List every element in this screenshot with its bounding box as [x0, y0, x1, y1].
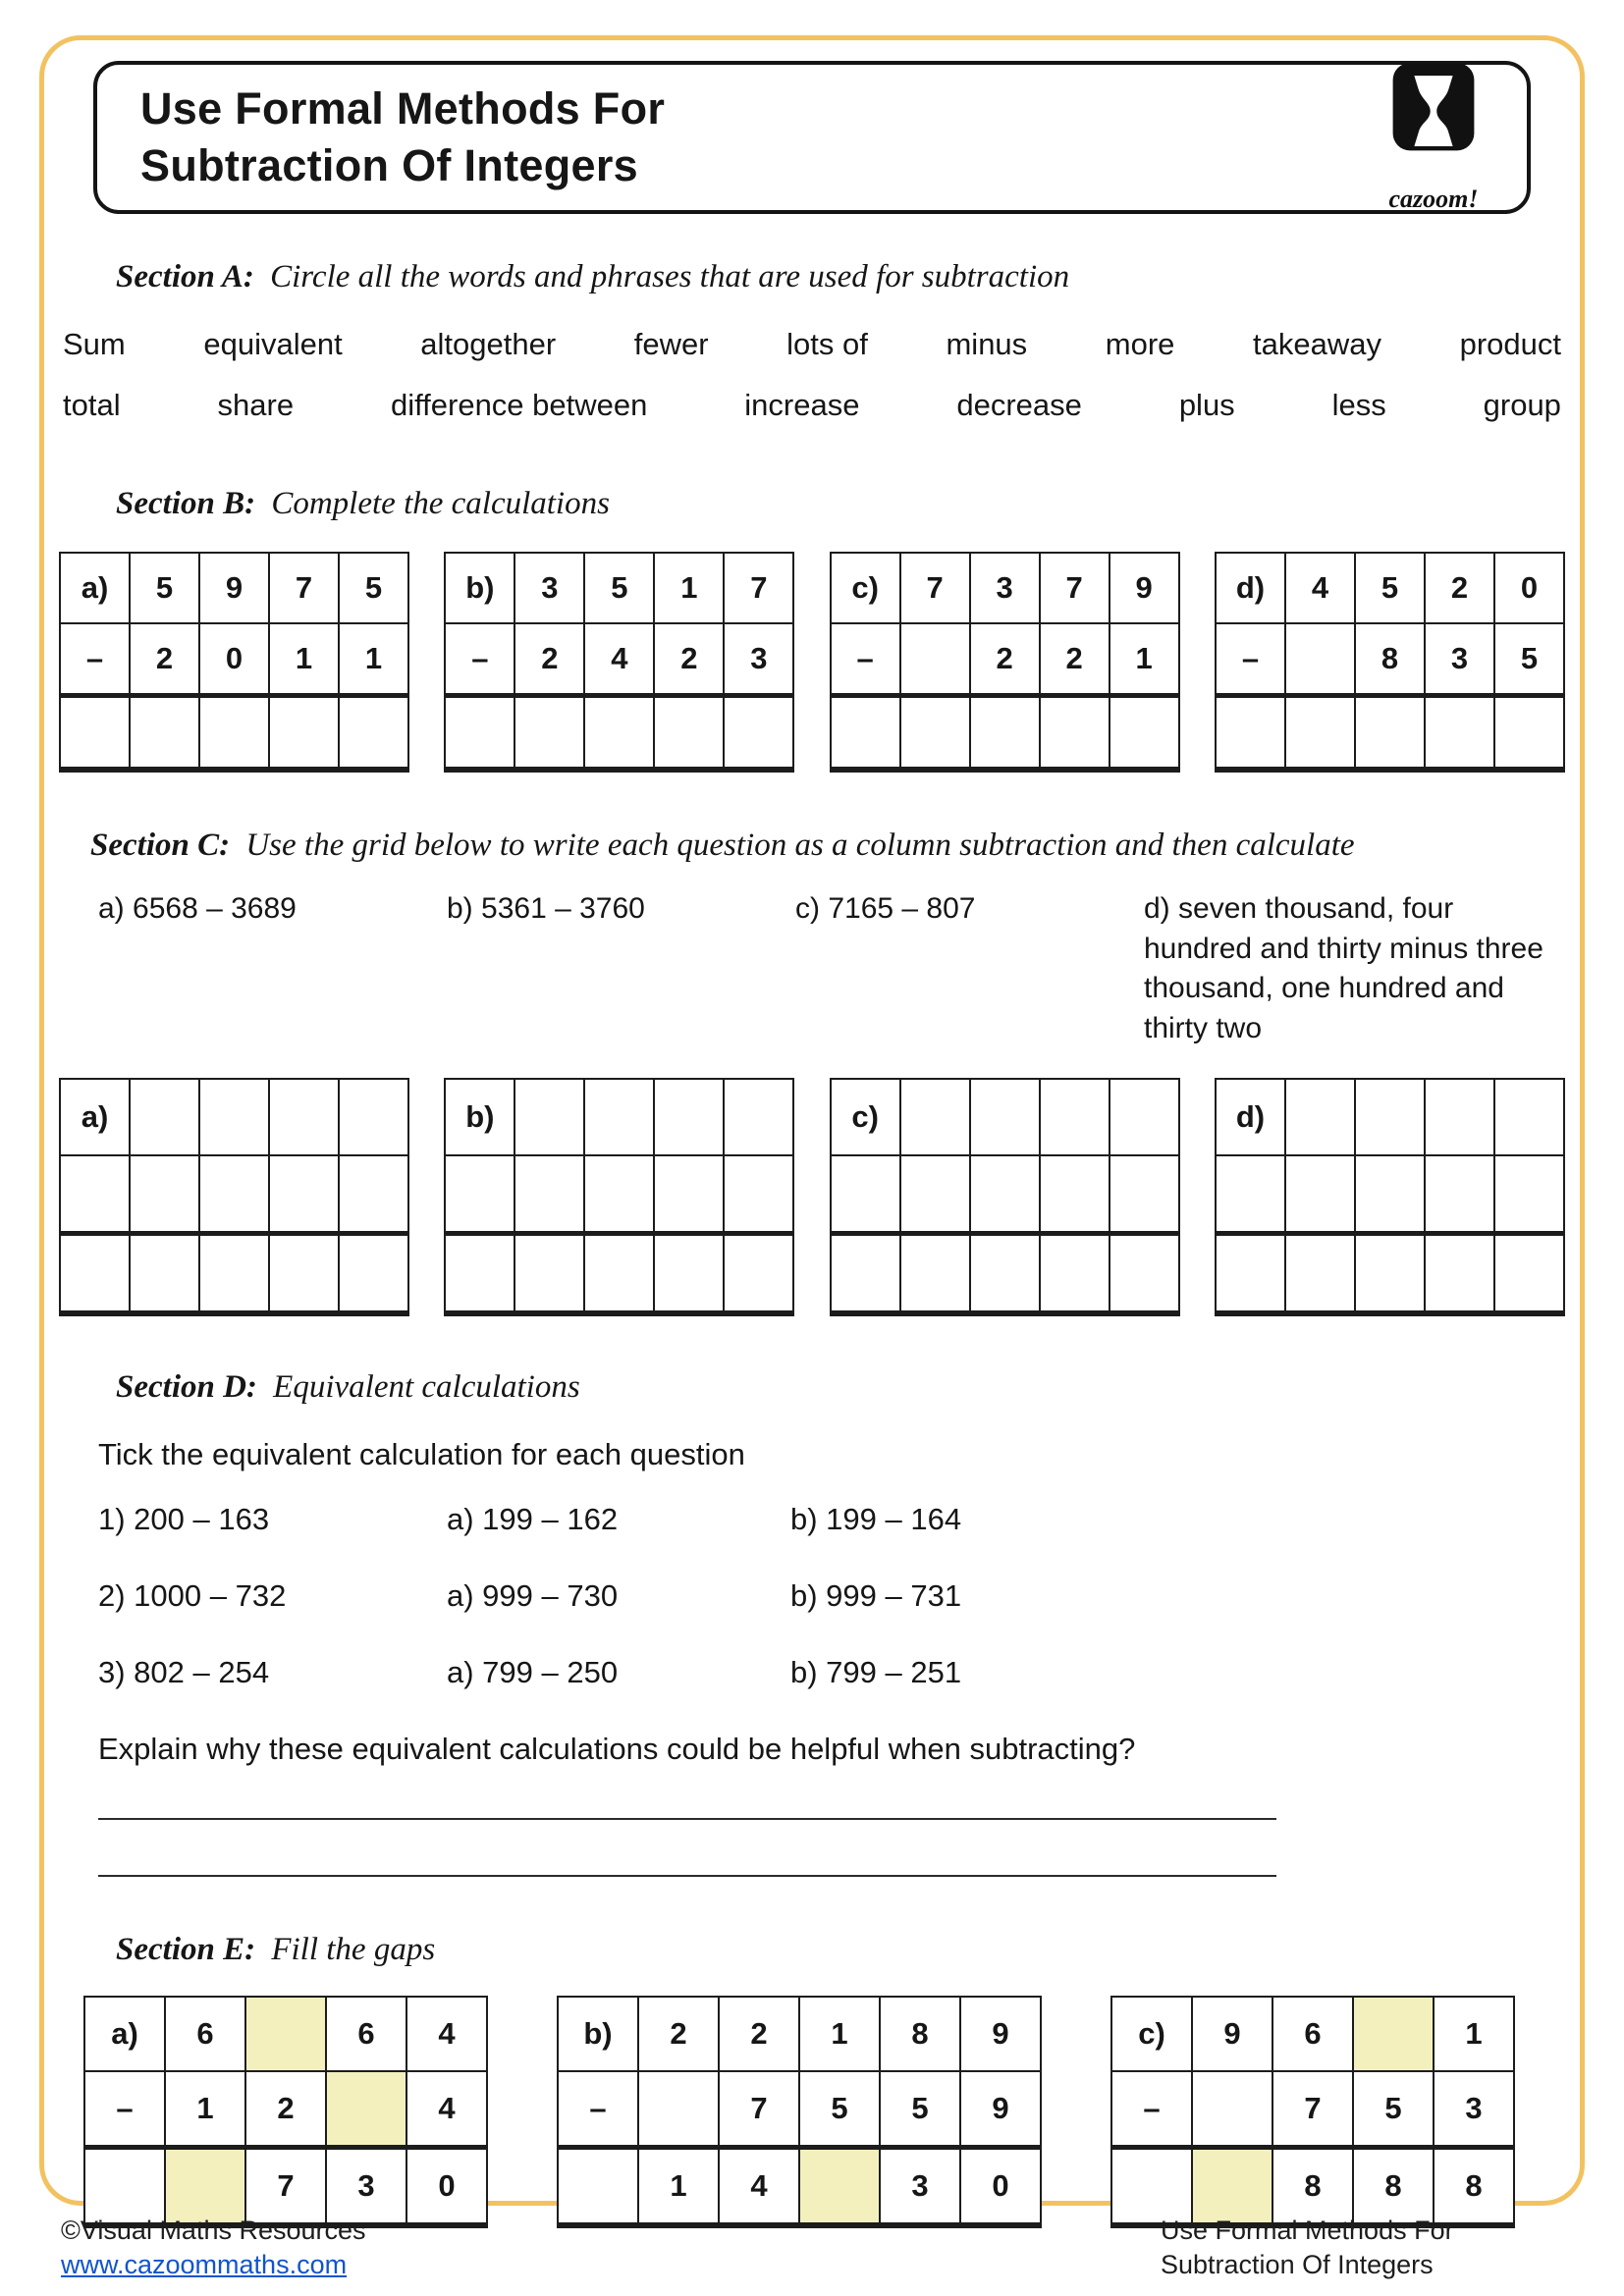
grid-cell — [724, 1234, 793, 1314]
gap-cell — [799, 2148, 880, 2226]
equiv-q3-option-b: b) 799 – 251 — [790, 1655, 962, 1689]
subtraction-word: fewer — [633, 327, 709, 361]
grid-cell: 4 — [406, 1997, 487, 2071]
equiv-q1-option-b: b) 199 – 164 — [790, 1502, 962, 1536]
section-c-grid — [59, 1078, 1565, 1316]
grid-cell: 0 — [1494, 553, 1564, 623]
grid-cell: 5 — [1494, 623, 1564, 696]
grid-cell — [1425, 1234, 1494, 1314]
grid-label-cell: b) — [558, 1997, 638, 2071]
grid-cell — [1494, 1079, 1564, 1155]
question-b — [447, 889, 795, 1048]
grid-cell — [900, 1079, 970, 1155]
footer-left — [61, 2214, 366, 2282]
grid-cell: 9 — [1110, 553, 1179, 623]
grid-label-cell: d) — [1216, 553, 1285, 623]
section-b-name: Section B: — [116, 486, 256, 521]
column-subtraction-block — [1215, 552, 1565, 773]
grid-cell — [1192, 2071, 1272, 2148]
subtraction-word: product — [1459, 327, 1561, 361]
grid-cell — [1425, 696, 1494, 771]
grid-cell: 6 — [165, 1997, 245, 2071]
subtraction-word: minus — [946, 327, 1028, 361]
question-a-text: 6568 – 3689 — [133, 892, 297, 925]
question-a — [98, 889, 447, 1048]
grid-cell: 8 — [1272, 2148, 1353, 2226]
grid-cell: 6 — [1272, 1997, 1353, 2071]
question-c — [795, 889, 1144, 1048]
grid-cell — [514, 1234, 584, 1314]
grid-cell — [1494, 1155, 1564, 1234]
footer-right — [1161, 2214, 1454, 2282]
grid-cell — [445, 1234, 514, 1314]
grid-cell — [130, 1079, 199, 1155]
grid-cell: 3 — [970, 553, 1040, 623]
grid-cell — [1494, 696, 1564, 771]
grid-cell: 1 — [654, 553, 724, 623]
grid-cell — [724, 696, 793, 771]
equiv-q3-option-a: a) 799 – 250 — [447, 1655, 619, 1689]
grid-cell — [130, 696, 199, 771]
grid-cell — [1285, 1234, 1355, 1314]
grid-cell — [339, 696, 408, 771]
grid-cell: 0 — [199, 623, 269, 696]
footer-title-line-1: Use Formal Methods For — [1161, 2215, 1454, 2245]
grid-cell — [970, 1234, 1040, 1314]
grid-cell — [1110, 1234, 1179, 1314]
grid-cell — [1040, 696, 1110, 771]
grid-cell — [1285, 1079, 1355, 1155]
gap-cell — [1353, 1997, 1434, 2071]
grid-cell — [1285, 696, 1355, 771]
column-subtraction-block — [830, 552, 1180, 773]
column-subtraction-block — [444, 552, 794, 773]
section-a-heading — [116, 259, 1565, 295]
grid-cell — [584, 1155, 654, 1234]
grid-cell — [339, 1155, 408, 1234]
question-d-label: d) — [1144, 892, 1170, 925]
grid-cell — [1216, 1234, 1285, 1314]
grid-cell: 4 — [1285, 553, 1355, 623]
section-e-heading — [116, 1932, 1565, 1968]
subtraction-word: equivalent — [203, 327, 343, 361]
section-c-name: Section C: — [90, 828, 231, 863]
grid-cell: 8 — [1355, 623, 1425, 696]
grid-label-cell: a) — [84, 1997, 165, 2071]
grid-cell: 2 — [1040, 623, 1110, 696]
gap-cell — [245, 1997, 326, 2071]
grid-label-cell: – — [60, 623, 130, 696]
grid-label-cell: d) — [1216, 1079, 1285, 1155]
grid-cell: 1 — [165, 2071, 245, 2148]
grid-cell — [269, 1155, 339, 1234]
equiv-row-1 — [98, 1502, 1565, 1537]
grid-cell: 9 — [960, 1997, 1041, 2071]
question-d-text: seven thousand, four hundred and thirty minus three thousand, one hundred and thirty two — [1144, 892, 1543, 1044]
grid-label-cell: b) — [445, 553, 514, 623]
grid-cell — [199, 696, 269, 771]
question-d — [1144, 889, 1565, 1048]
column-subtraction-block — [444, 1078, 794, 1316]
grid-cell — [1355, 1234, 1425, 1314]
column-subtraction-block — [830, 1078, 1180, 1316]
grid-label-cell: – — [84, 2071, 165, 2148]
grid-label-cell: a) — [60, 1079, 130, 1155]
grid-cell — [1216, 696, 1285, 771]
column-subtraction-block — [557, 1996, 1042, 2228]
grid-cell — [654, 1234, 724, 1314]
tick-prompt: Tick the equivalent calculation for each question — [98, 1437, 745, 1471]
grid-cell: 8 — [880, 1997, 960, 2071]
column-subtraction-block — [1215, 1078, 1565, 1316]
answer-line-1 — [98, 1818, 1276, 1820]
grid-cell: 2 — [970, 623, 1040, 696]
grid-cell: 1 — [638, 2148, 719, 2226]
gap-cell — [326, 2071, 406, 2148]
subtraction-word: total — [63, 388, 121, 422]
subtraction-word: plus — [1178, 388, 1235, 422]
grid-cell: 5 — [880, 2071, 960, 2148]
question-a-label: a) — [98, 892, 125, 925]
grid-cell: 6 — [326, 1997, 406, 2071]
grid-cell: 3 — [1425, 623, 1494, 696]
grid-cell: 0 — [960, 2148, 1041, 2226]
grid-cell — [339, 1234, 408, 1314]
grid-cell — [654, 1155, 724, 1234]
footer-title-line-2: Subtraction Of Integers — [1161, 2249, 1434, 2279]
grid-cell — [445, 1155, 514, 1234]
grid-cell — [1355, 1079, 1425, 1155]
page-title-line-1: Use Formal Methods For — [140, 82, 666, 133]
grid-cell — [60, 1155, 130, 1234]
section-b-grid — [59, 552, 1565, 773]
grid-cell — [900, 696, 970, 771]
page-title-line-2: Subtraction Of Integers — [140, 140, 638, 190]
grid-cell: 7 — [719, 2071, 799, 2148]
grid-cell — [638, 2071, 719, 2148]
grid-cell — [1216, 1155, 1285, 1234]
explain-prompt: Explain why these equivalent calculations could be helpful when subtracting? — [98, 1732, 1136, 1766]
grid-label-cell: – — [1216, 623, 1285, 696]
grid-cell — [269, 696, 339, 771]
grid-cell: 3 — [514, 553, 584, 623]
grid-cell: 2 — [1425, 553, 1494, 623]
subtraction-word: decrease — [956, 388, 1082, 422]
page-title — [140, 80, 665, 195]
grid-cell: 4 — [719, 2148, 799, 2226]
grid-cell — [1285, 623, 1355, 696]
grid-cell: 1 — [269, 623, 339, 696]
question-c-text: 7165 – 807 — [828, 892, 976, 925]
grid-cell — [514, 696, 584, 771]
section-c-questions — [98, 889, 1565, 1048]
grid-cell: 4 — [406, 2071, 487, 2148]
grid-cell — [970, 696, 1040, 771]
equiv-q1: 1) 200 – 163 — [98, 1502, 270, 1536]
section-e-name: Section E: — [116, 1932, 256, 1967]
equiv-q1-option-a: a) 199 – 162 — [447, 1502, 619, 1536]
grid-cell — [900, 1155, 970, 1234]
grid-cell: 2 — [245, 2071, 326, 2148]
grid-cell — [970, 1079, 1040, 1155]
equiv-q3: 3) 802 – 254 — [98, 1655, 270, 1689]
grid-cell — [584, 1234, 654, 1314]
worksheet-content — [59, 35, 1565, 2228]
grid-cell — [199, 1234, 269, 1314]
grid-cell: 3 — [326, 2148, 406, 2226]
grid-cell — [724, 1155, 793, 1234]
grid-label-cell: – — [1111, 2071, 1192, 2148]
section-a-instruction: Circle all the words and phrases that are used for subtraction — [270, 259, 1070, 294]
grid-cell: 1 — [1110, 623, 1179, 696]
grid-cell: 9 — [1192, 1997, 1272, 2071]
subtraction-word: altogether — [420, 327, 557, 361]
grid-cell — [1110, 696, 1179, 771]
grid-cell: 5 — [1353, 2071, 1434, 2148]
grid-cell: 5 — [130, 553, 199, 623]
grid-cell: 1 — [339, 623, 408, 696]
subtraction-word: share — [217, 388, 295, 422]
grid-label-cell: b) — [445, 1079, 514, 1155]
column-subtraction-block — [1110, 1996, 1515, 2228]
grid-label-cell: – — [558, 2071, 638, 2148]
section-b-heading — [116, 486, 1565, 522]
section-d-instruction: Equivalent calculations — [273, 1369, 580, 1405]
grid-cell: 3 — [1434, 2071, 1514, 2148]
grid-cell — [900, 623, 970, 696]
grid-cell — [1040, 1079, 1110, 1155]
grid-cell — [831, 1155, 900, 1234]
section-d-name: Section D: — [116, 1369, 257, 1405]
grid-cell — [60, 1234, 130, 1314]
grid-cell: 5 — [1355, 553, 1425, 623]
grid-cell: 3 — [724, 623, 793, 696]
cazoom-logo — [1370, 63, 1497, 212]
grid-cell: 8 — [1353, 2148, 1434, 2226]
grid-cell: 5 — [339, 553, 408, 623]
grid-cell: 2 — [719, 1997, 799, 2071]
section-e-grid — [83, 1996, 1565, 2228]
grid-cell — [558, 2148, 638, 2226]
grid-cell: 2 — [514, 623, 584, 696]
column-subtraction-block — [59, 552, 409, 773]
grid-cell — [831, 696, 900, 771]
title-box — [93, 61, 1531, 214]
equiv-row-3 — [98, 1655, 1565, 1690]
section-d-heading — [116, 1369, 1565, 1406]
grid-cell: 9 — [199, 553, 269, 623]
grid-cell — [1355, 696, 1425, 771]
equiv-row-2 — [98, 1578, 1565, 1614]
grid-cell — [130, 1234, 199, 1314]
subtraction-word: difference between — [390, 388, 648, 422]
grid-cell: 2 — [654, 623, 724, 696]
grid-cell: 7 — [1272, 2071, 1353, 2148]
grid-cell — [1494, 1234, 1564, 1314]
grid-cell — [970, 1155, 1040, 1234]
grid-cell — [514, 1155, 584, 1234]
equivalent-rows — [98, 1502, 1565, 1690]
grid-cell: 8 — [1434, 2148, 1514, 2226]
grid-label-cell: a) — [60, 553, 130, 623]
grid-cell — [584, 696, 654, 771]
grid-cell: 0 — [406, 2148, 487, 2226]
grid-cell: 7 — [245, 2148, 326, 2226]
grid-cell: 3 — [880, 2148, 960, 2226]
equiv-q2: 2) 1000 – 732 — [98, 1578, 287, 1613]
cazoom-logo-icon — [1380, 63, 1488, 183]
grid-cell: 1 — [799, 1997, 880, 2071]
grid-cell: 2 — [130, 623, 199, 696]
section-c-instruction: Use the grid below to write each question as a column subtraction and then calculate — [245, 828, 1355, 863]
grid-cell: 5 — [584, 553, 654, 623]
grid-cell: 7 — [1040, 553, 1110, 623]
question-b-text: 5361 – 3760 — [481, 892, 645, 925]
subtraction-word: increase — [744, 388, 860, 422]
section-e-instruction: Fill the gaps — [271, 1932, 436, 1967]
grid-label-cell: c) — [1111, 1997, 1192, 2071]
answer-line-2 — [98, 1875, 1276, 1877]
grid-cell — [199, 1079, 269, 1155]
grid-cell — [1425, 1155, 1494, 1234]
grid-cell — [654, 1079, 724, 1155]
grid-cell — [724, 1079, 793, 1155]
section-a-name: Section A: — [116, 259, 254, 294]
subtraction-word: less — [1331, 388, 1386, 422]
grid-cell — [1355, 1155, 1425, 1234]
grid-cell — [269, 1079, 339, 1155]
subtraction-word: lots of — [786, 327, 868, 361]
question-c-label: c) — [795, 892, 820, 925]
question-b-label: b) — [447, 892, 473, 925]
website-link[interactable]: www.cazoommaths.com — [61, 2249, 348, 2279]
grid-cell — [584, 1079, 654, 1155]
grid-cell — [60, 696, 130, 771]
word-bank-row-1 — [59, 327, 1565, 362]
grid-cell: 1 — [1434, 1997, 1514, 2071]
grid-cell: 7 — [900, 553, 970, 623]
grid-cell — [831, 1234, 900, 1314]
grid-cell: 2 — [638, 1997, 719, 2071]
subtraction-word: more — [1105, 327, 1175, 361]
grid-cell — [445, 696, 514, 771]
logo-text: cazoom! — [1388, 185, 1479, 213]
grid-cell: 7 — [724, 553, 793, 623]
equiv-q2-option-a: a) 999 – 730 — [447, 1578, 619, 1613]
subtraction-word: group — [1483, 388, 1561, 422]
subtraction-word: Sum — [63, 327, 126, 361]
grid-cell — [900, 1234, 970, 1314]
grid-cell: 9 — [960, 2071, 1041, 2148]
grid-cell — [1425, 1079, 1494, 1155]
grid-cell: 5 — [799, 2071, 880, 2148]
grid-cell — [654, 696, 724, 771]
grid-cell — [1040, 1234, 1110, 1314]
grid-cell — [1110, 1079, 1179, 1155]
grid-cell — [1040, 1155, 1110, 1234]
grid-label-cell: c) — [831, 1079, 900, 1155]
grid-cell: 7 — [269, 553, 339, 623]
grid-cell — [339, 1079, 408, 1155]
equiv-q2-option-b: b) 999 – 731 — [790, 1578, 962, 1613]
grid-cell: 4 — [584, 623, 654, 696]
grid-cell — [514, 1079, 584, 1155]
word-bank-row-2 — [59, 388, 1565, 423]
section-c-heading — [90, 828, 1565, 864]
grid-cell — [199, 1155, 269, 1234]
subtraction-word: takeaway — [1253, 327, 1381, 361]
copyright-text: ©Visual Maths Resources — [61, 2215, 366, 2245]
section-b-instruction: Complete the calculations — [271, 486, 610, 521]
grid-cell — [1110, 1155, 1179, 1234]
grid-label-cell: – — [445, 623, 514, 696]
grid-cell — [130, 1155, 199, 1234]
column-subtraction-block — [59, 1078, 409, 1316]
grid-label-cell: – — [831, 623, 900, 696]
grid-label-cell: c) — [831, 553, 900, 623]
grid-cell — [1285, 1155, 1355, 1234]
column-subtraction-block — [83, 1996, 488, 2228]
grid-cell — [269, 1234, 339, 1314]
